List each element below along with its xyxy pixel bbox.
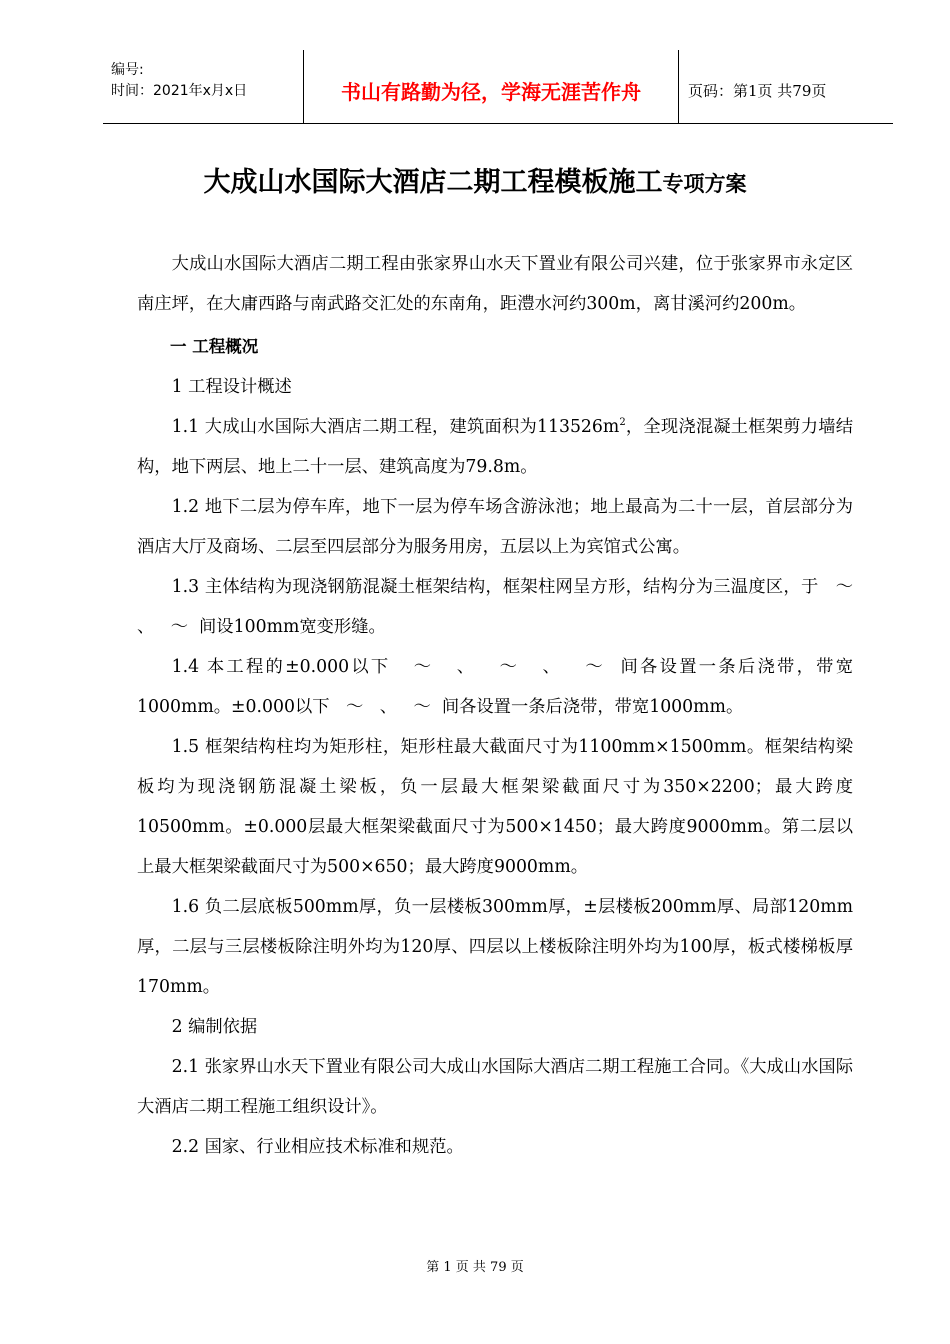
paragraph-2-1: 2.1 张家界山水天下置业有限公司大成山水国际大酒店二期工程施工合同。《大成山水国际大酒店二期工程施工组织设计》。 [137, 1057, 853, 1117]
paragraph-1-4: 1.4 本工程的±0.000以下 ～ 、 ～ 、 ～ 间各设置一条后浇带，带宽1000mm。±0.000以下 ～ 、 ～ 间各设置一条后浇带，带宽1000mm。 [137, 657, 853, 717]
page-footer: 第 1 页 共 79 页 [426, 1260, 524, 1275]
section-heading-overview: 一 工程概况 [170, 337, 259, 356]
superscript-2: 2 [619, 417, 626, 429]
p1-1-text-a: 1.1 大成山水国际大酒店二期工程，建筑面积为113526m [171, 417, 620, 437]
subsection-heading-design: 1 工程设计概述 [171, 377, 292, 397]
paragraph-1-3: 1.3 主体结构为现浇钢筋混凝土框架结构，框架柱网呈方形，结构分为三温度区，于 ～ 、 ～ 间设100mm宽变形缝。 [137, 577, 870, 637]
header-motto-cell [303, 50, 679, 123]
header-motto: 书山有路勤为径，学海无涯苦作舟 [341, 80, 641, 104]
subsection-heading-basis: 2 编制依据 [171, 1017, 258, 1037]
p1-1-text-b: ，全现浇混凝土框架剪力墙结构，地下两层、地上二十一层、建筑高度为79.8m。 [137, 417, 853, 477]
document-title [0, 160, 950, 199]
paragraph-1-2: 1.2 地下二层为停车库，地下一层为停车场含游泳池；地上最高为二十一层，首层部分为酒店大厅及商场、二层至四层部分为服务用房，五层以上为宾馆式公寓。 [137, 497, 853, 557]
title-suffix: 专项方案 [662, 172, 747, 196]
header-page-cell [678, 50, 893, 123]
document-body [137, 244, 870, 1167]
paragraph-2-2: 2.2 国家、行业相应技术标准和规范。 [171, 1137, 464, 1157]
date-line: 时间：2021年x月x日 [111, 83, 248, 99]
paragraph-1-1 [137, 407, 853, 487]
paragraph-1-5: 1.5 框架结构柱均为矩形柱，矩形柱最大截面尺寸为1100mm×1500mm。框架结构梁板均为现浇钢筋混凝土梁板，负一层最大框架梁截面尺寸为350×2200；最大跨度10500mm。±0.000层最大框架梁截面尺寸为500×1450；最大跨度9000mm。第二层以上最大框架梁截面尺寸为500×650；最大跨度9000mm。 [137, 737, 853, 877]
serial-label: 编号: [111, 62, 144, 78]
header-meta-cell [103, 50, 303, 123]
header-page-info: 页码：第1页 共79页 [688, 82, 827, 100]
intro-paragraph: 大成山水国际大酒店二期工程由张家界山水天下置业有限公司兴建，位于张家界市永定区南庄坪，在大庸西路与南武路交汇处的东南角，距澧水河约300m，离甘溪河约200m。 [137, 254, 853, 314]
title-main: 大成山水国际大酒店二期工程模板施工 [203, 167, 663, 198]
page-header [103, 50, 893, 124]
paragraph-1-6: 1.6 负二层底板500mm厚，负一层楼板300mm厚，±层楼板200mm厚、局部120mm厚，二层与三层楼板除注明外均为120厚、四层以上楼板除注明外均为100厚，板式楼梯板厚170mm。 [137, 897, 853, 997]
